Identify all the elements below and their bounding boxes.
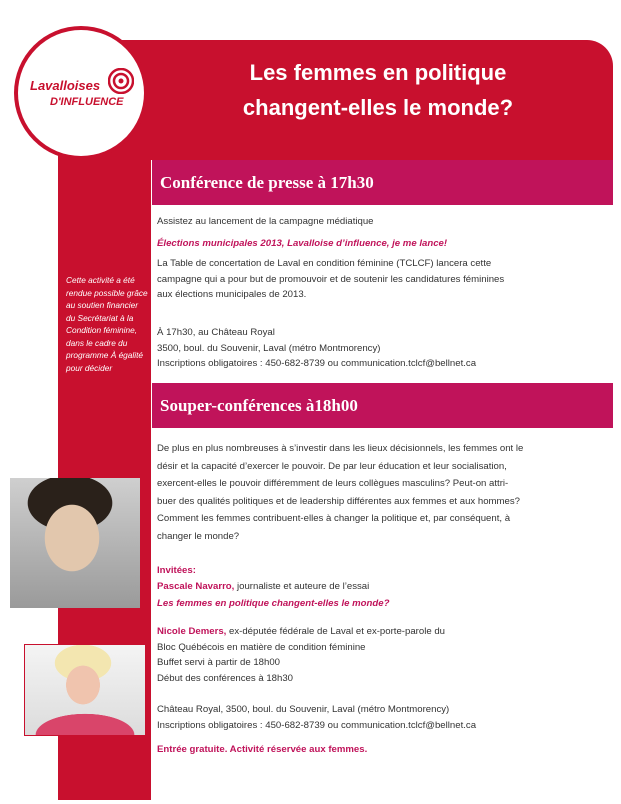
text-line: buer des qualités politiques et de leadership différentes aux femmes et aux hommes? [157, 495, 520, 507]
text-line: La Table de concertation de Laval en condition féminine (TCLCF) lancera cette [157, 258, 492, 269]
sponsor-note-line: programme À égalité [66, 350, 144, 360]
text-line: Bloc Québécois en matière de condition féminine [157, 641, 366, 653]
dinner-conference-header [152, 383, 613, 428]
target-icon [108, 68, 134, 94]
sponsor-note-line: pour décider [66, 362, 113, 373]
section-title: Souper-conférences à18h00 [160, 396, 358, 415]
sponsor-note-line: au soutien financier [66, 300, 138, 310]
press-venue [157, 325, 607, 372]
photo-nicole-demers [24, 644, 146, 736]
text-line: Début des conférences à 18h30 [157, 672, 294, 684]
guest-name: Pascale Navarro, [157, 581, 235, 592]
logo-text: Lavalloises [30, 78, 101, 93]
dinner-venue [157, 702, 607, 733]
sponsor-note-line: du Secrétariat à la [66, 312, 134, 323]
text-line: désir et la capacité d’exercer le pouvoir. De par leur éducation et leur socialisation, [157, 460, 507, 472]
sponsor-note-line: Cette activité a été [66, 275, 135, 285]
text-line: exercent-elles le pouvoir différemment de leurs collègues masculins? Peut-on attri- [157, 478, 509, 490]
sponsor-note-line: Condition féminine, [66, 325, 138, 335]
sponsor-note [66, 274, 150, 374]
guests-label: Invitées: [157, 565, 196, 576]
text-line: changer le monde? [157, 530, 240, 542]
dinner-description [157, 440, 607, 546]
text-line: aux élections municipales de 2013. [157, 289, 307, 300]
press-description [157, 256, 607, 303]
guest-role: ex-députée fédérale de Laval et ex-porte-parole du [226, 626, 445, 637]
sponsor-note-line: rendue possible grâce [66, 287, 148, 298]
page-title-line1: Les femmes en politique [249, 60, 507, 85]
text-line: À 17h30, au Château Royal [157, 327, 275, 338]
text-line: Château Royal, 3500, boul. du Souvenir, Laval (métro Montmorency) [157, 704, 450, 715]
press-slogan: Élections municipales 2013, Lavalloise d’influence, je me lance! [157, 238, 448, 249]
text-line: Inscriptions obligatoires : 450-682-8739 ou communication.tclcf@bellnet.ca [157, 358, 477, 369]
page-title-line2: changent-elles le monde? [242, 95, 514, 120]
text-line: 3500, boul. du Souvenir, Laval (métro Montmorency) [157, 342, 381, 354]
text-line: De plus en plus nombreuses à s’investir dans les lieux décisionnels, les femmes ont le [157, 443, 524, 454]
press-conference-header [152, 160, 613, 205]
photo-pascale-navarro [10, 478, 140, 608]
footer-note: Entrée gratuite. Activité réservée aux femmes. [157, 744, 368, 755]
guest-pascale [157, 579, 607, 595]
text-line: Inscriptions obligatoires : 450-682-8739 ou communication.tclcf@bellnet.ca [157, 719, 477, 731]
guest-role: journaliste et auteure de l’essai [234, 581, 370, 592]
book-title: Les femmes en politique changent-elles le monde? [157, 598, 390, 609]
text-line: campagne qui a pour but de promouvoir et de soutenir les candidatures féminines [157, 273, 505, 285]
guest-name: Nicole Demers, [157, 626, 227, 637]
text-line: Comment les femmes contribuent-elles à changer la politique et, par conséquent, à [157, 513, 511, 525]
logo-subtext: D'INFLUENCE [50, 96, 124, 108]
text-line: Buffet servi à partir de 18h00 [157, 657, 281, 668]
guest-nicole [157, 624, 607, 686]
sponsor-note-line: dans le cadre du [66, 337, 128, 348]
section-title: Conférence de presse à 17h30 [160, 173, 374, 192]
press-intro: Assistez au lancement de la campagne médiatique [157, 216, 374, 227]
